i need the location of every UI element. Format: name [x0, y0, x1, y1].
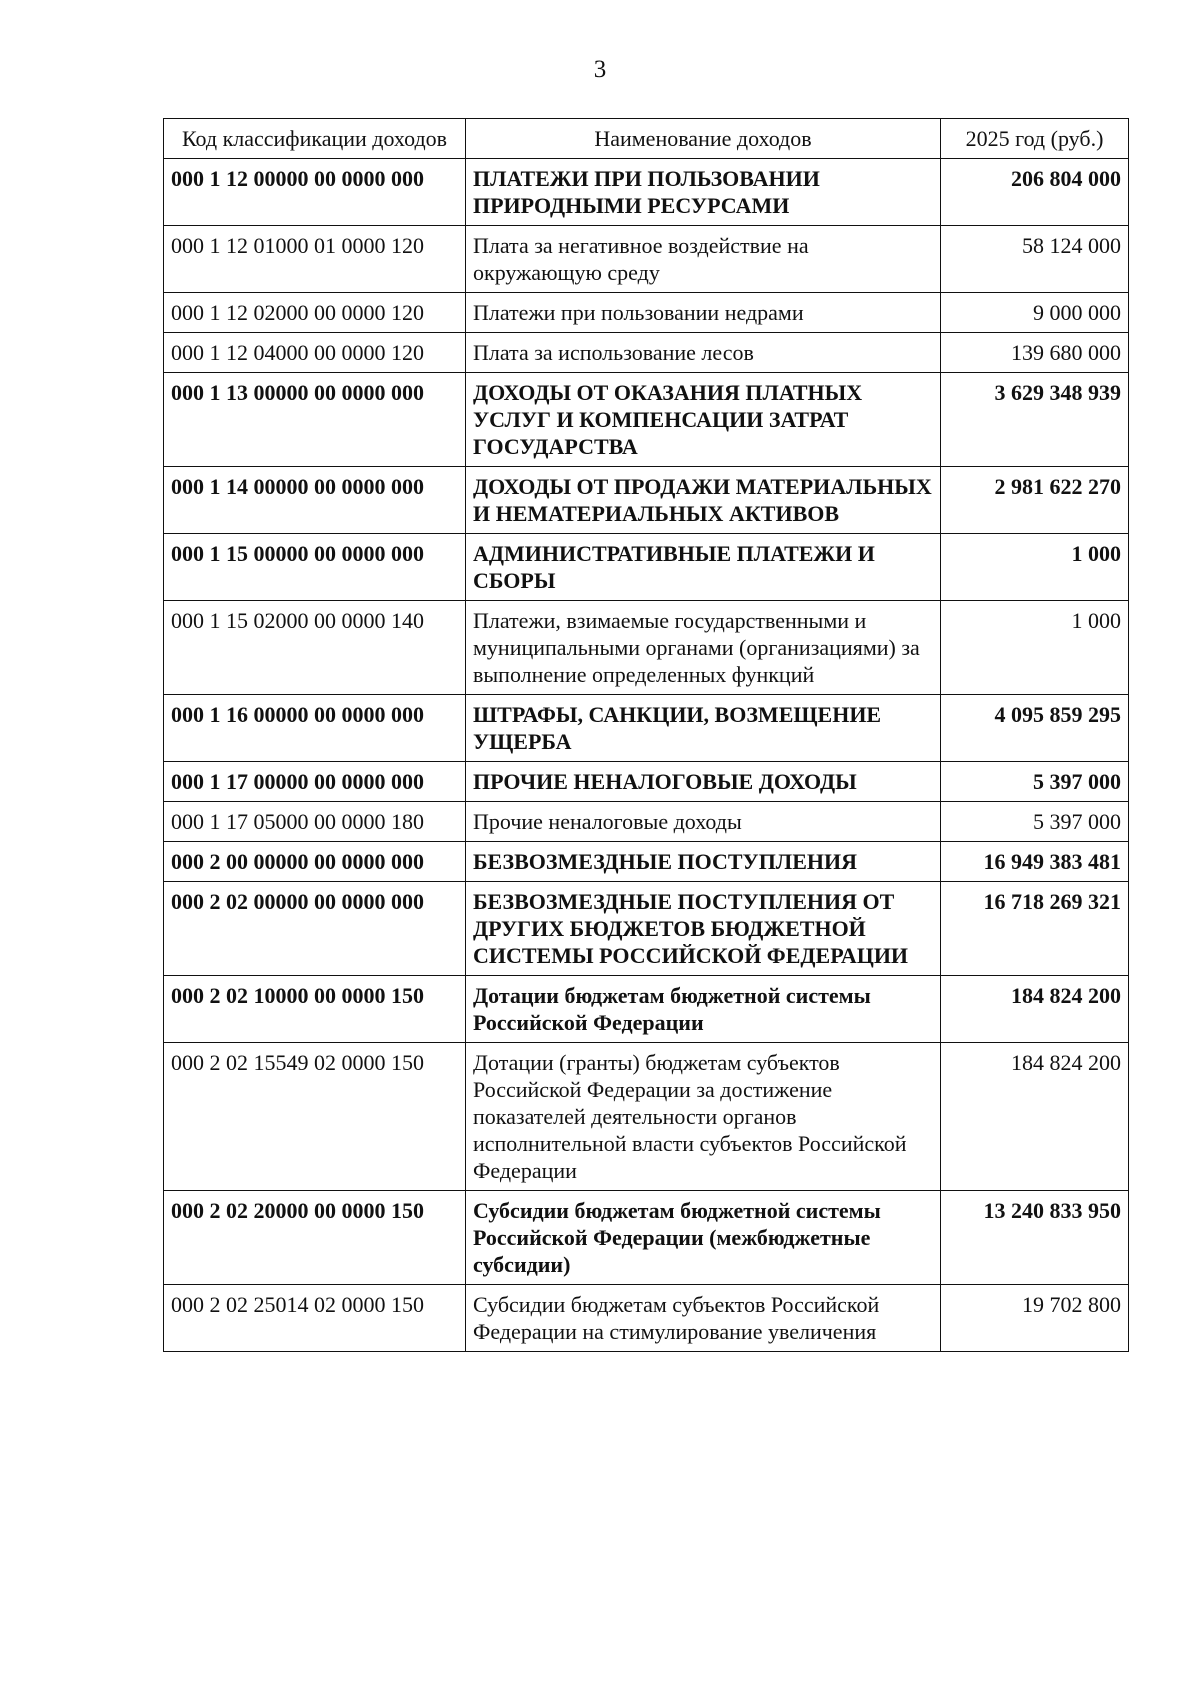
name-cell: Субсидии бюджетам субъектов Российской Федерации на стимулирование увеличения [466, 1285, 941, 1352]
name-cell: ДОХОДЫ ОТ ОКАЗАНИЯ ПЛАТНЫХ УСЛУГ И КОМПЕНСАЦИИ ЗАТРАТ ГОСУДАРСТВА [466, 373, 941, 467]
name-cell: ШТРАФЫ, САНКЦИИ, ВОЗМЕЩЕНИЕ УЩЕРБА [466, 695, 941, 762]
name-cell: Дотации (гранты) бюджетам субъектов Российской Федерации за достижение показателей деятельности органов исполнительной власти субъектов Российской Федерации [466, 1043, 941, 1191]
name-cell: Субсидии бюджетам бюджетной системы Российской Федерации (межбюджетные субсидии) [466, 1191, 941, 1285]
name-cell: БЕЗВОЗМЕЗДНЫЕ ПОСТУПЛЕНИЯ ОТ ДРУГИХ БЮДЖЕТОВ БЮДЖЕТНОЙ СИСТЕМЫ РОССИЙСКОЙ ФЕДЕРАЦИИ [466, 882, 941, 976]
amount-cell: 2 981 622 270 [941, 467, 1129, 534]
revenue-table [163, 118, 1129, 1352]
amount-cell: 1 000 [941, 534, 1129, 601]
amount-cell: 139 680 000 [941, 333, 1129, 373]
name-cell: Плата за использование лесов [466, 333, 941, 373]
table-row [164, 882, 1129, 976]
page-number: 3 [593, 56, 607, 83]
table-row [164, 762, 1129, 802]
table-row [164, 226, 1129, 293]
name-cell: БЕЗВОЗМЕЗДНЫЕ ПОСТУПЛЕНИЯ [466, 842, 941, 882]
amount-cell: 206 804 000 [941, 159, 1129, 226]
name-cell: АДМИНИСТРАТИВНЫЕ ПЛАТЕЖИ И СБОРЫ [466, 534, 941, 601]
name-cell: ПЛАТЕЖИ ПРИ ПОЛЬЗОВАНИИ ПРИРОДНЫМИ РЕСУРСАМИ [466, 159, 941, 226]
name-cell: ДОХОДЫ ОТ ПРОДАЖИ МАТЕРИАЛЬНЫХ И НЕМАТЕРИАЛЬНЫХ АКТИВОВ [466, 467, 941, 534]
code-cell: 000 1 14 00000 00 0000 000 [164, 467, 466, 534]
table-row [164, 601, 1129, 695]
table-row [164, 1285, 1129, 1352]
amount-cell: 58 124 000 [941, 226, 1129, 293]
code-cell: 000 1 15 00000 00 0000 000 [164, 534, 466, 601]
code-cell: 000 2 02 00000 00 0000 000 [164, 882, 466, 976]
name-cell: Прочие неналоговые доходы [466, 802, 941, 842]
table-row [164, 1191, 1129, 1285]
name-cell: Платежи при пользовании недрами [466, 293, 941, 333]
table-row [164, 373, 1129, 467]
code-cell: 000 1 12 01000 01 0000 120 [164, 226, 466, 293]
code-cell: 000 1 16 00000 00 0000 000 [164, 695, 466, 762]
table-row [164, 695, 1129, 762]
amount-cell: 19 702 800 [941, 1285, 1129, 1352]
table-row [164, 842, 1129, 882]
code-cell: 000 2 02 10000 00 0000 150 [164, 976, 466, 1043]
code-cell: 000 2 00 00000 00 0000 000 [164, 842, 466, 882]
table-row [164, 802, 1129, 842]
amount-cell: 16 949 383 481 [941, 842, 1129, 882]
header-amount: 2025 год (руб.) [941, 119, 1129, 159]
table-row [164, 534, 1129, 601]
code-cell: 000 1 12 00000 00 0000 000 [164, 159, 466, 226]
amount-cell: 3 629 348 939 [941, 373, 1129, 467]
name-cell: Дотации бюджетам бюджетной системы Российской Федерации [466, 976, 941, 1043]
code-cell: 000 1 12 02000 00 0000 120 [164, 293, 466, 333]
table-row [164, 293, 1129, 333]
amount-cell: 4 095 859 295 [941, 695, 1129, 762]
header-code: Код классификации доходов [164, 119, 466, 159]
amount-cell: 13 240 833 950 [941, 1191, 1129, 1285]
code-cell: 000 1 17 00000 00 0000 000 [164, 762, 466, 802]
table-row [164, 467, 1129, 534]
name-cell: ПРОЧИЕ НЕНАЛОГОВЫЕ ДОХОДЫ [466, 762, 941, 802]
code-cell: 000 2 02 15549 02 0000 150 [164, 1043, 466, 1191]
amount-cell: 5 397 000 [941, 802, 1129, 842]
table-row [164, 159, 1129, 226]
amount-cell: 184 824 200 [941, 976, 1129, 1043]
amount-cell: 1 000 [941, 601, 1129, 695]
code-cell: 000 1 15 02000 00 0000 140 [164, 601, 466, 695]
table-header-row [164, 119, 1129, 159]
code-cell: 000 1 12 04000 00 0000 120 [164, 333, 466, 373]
name-cell: Платежи, взимаемые государственными и муниципальными органами (организациями) за выполнение определенных функций [466, 601, 941, 695]
header-name: Наименование доходов [466, 119, 941, 159]
amount-cell: 9 000 000 [941, 293, 1129, 333]
code-cell: 000 1 13 00000 00 0000 000 [164, 373, 466, 467]
code-cell: 000 1 17 05000 00 0000 180 [164, 802, 466, 842]
table-row [164, 976, 1129, 1043]
code-cell: 000 2 02 25014 02 0000 150 [164, 1285, 466, 1352]
name-cell: Плата за негативное воздействие на окружающую среду [466, 226, 941, 293]
table-row [164, 333, 1129, 373]
amount-cell: 16 718 269 321 [941, 882, 1129, 976]
amount-cell: 184 824 200 [941, 1043, 1129, 1191]
code-cell: 000 2 02 20000 00 0000 150 [164, 1191, 466, 1285]
amount-cell: 5 397 000 [941, 762, 1129, 802]
table-row [164, 1043, 1129, 1191]
